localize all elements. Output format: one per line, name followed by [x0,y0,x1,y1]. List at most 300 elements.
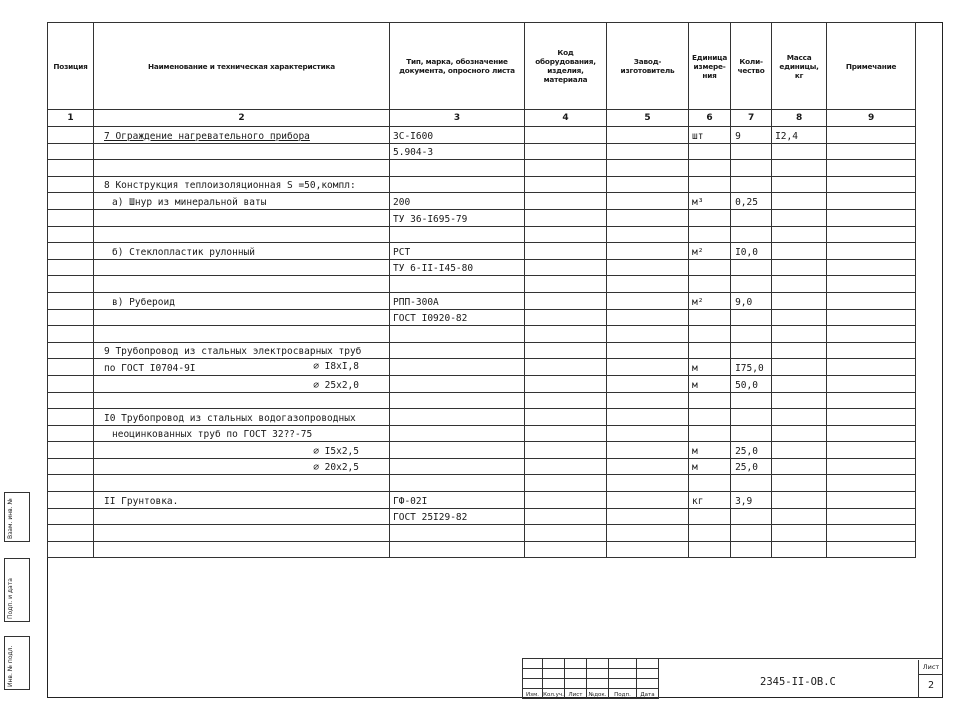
cell-qty: 9,0 [731,292,772,309]
cell-maker [607,475,689,492]
cell-qty: 9 [731,127,772,144]
cell-type [390,342,525,359]
cell-type [390,392,525,409]
side-cell [4,492,30,542]
cell-name: неоцинкованных труб по ГОСТ 32??-75 [94,425,390,442]
side-label-inventory: Инв. № подл. [7,645,14,687]
cell-name: I0 Трубопровод из стальных водогазопроводных [94,409,390,426]
table-row [48,425,916,442]
cell-code [525,326,607,343]
cell-unit [689,425,731,442]
cell-code [525,193,607,210]
cell-note [827,176,916,193]
cell-unit [689,209,731,226]
col-num: 6 [689,110,731,127]
table-row [48,458,916,475]
cell-unit [689,226,731,243]
cell-qty [731,276,772,293]
cell-mass [772,458,827,475]
cell-maker [607,541,689,558]
table-row [48,375,916,392]
cell-qty [731,392,772,409]
cell-note [827,541,916,558]
cell-mass [772,425,827,442]
table-row [48,243,916,260]
cell-unit [689,143,731,160]
cell-maker [607,309,689,326]
cell-name [94,392,390,409]
cell-note [827,342,916,359]
cell-pos [48,259,94,276]
cell-mass [772,492,827,509]
cell-name [94,541,390,558]
cell-name: ⌀ 25x2,0 [94,375,390,392]
cell-type [390,375,525,392]
side-label-replacement: Взам. инв. № [7,498,14,539]
cell-qty: 25,0 [731,442,772,459]
cell-maker [607,458,689,475]
cell-maker [607,442,689,459]
row-diameter: ⌀ I8xI,8 [313,360,359,372]
cell-pos [48,176,94,193]
cell-code [525,425,607,442]
cell-type: ТУ 36-I695-79 [390,209,525,226]
cell-qty: 50,0 [731,375,772,392]
cell-unit: м³ [689,193,731,210]
cell-note [827,392,916,409]
cell-note [827,259,916,276]
title-block-revisions [522,658,659,699]
table-row [48,541,916,558]
cell-maker [607,359,689,376]
cell-qty: I75,0 [731,359,772,376]
cell-mass [772,409,827,426]
cell-name [94,209,390,226]
cell-unit [689,475,731,492]
table-row [48,442,916,459]
cell-type: РПП-300А [390,292,525,309]
cell-unit [689,508,731,525]
sheet-number-box [918,660,943,698]
cell-code [525,209,607,226]
cell-pos [48,309,94,326]
cell-maker [607,259,689,276]
cell-type [390,176,525,193]
cell-code [525,525,607,542]
cell-note [827,143,916,160]
cell-pos [48,525,94,542]
stamp-label: Дата [637,689,659,699]
table-row [48,259,916,276]
cell-maker [607,160,689,177]
cell-unit: м² [689,292,731,309]
document-number: 2345-II-ОВ.С [760,676,836,688]
col-num: 7 [731,110,772,127]
table-row [48,359,916,376]
cell-name [94,326,390,343]
cell-type [390,475,525,492]
cell-maker [607,292,689,309]
table-row [48,475,916,492]
cell-name [94,276,390,293]
cell-pos [48,127,94,144]
col-num: 8 [772,110,827,127]
row-name: по ГОСТ I0704-9I [104,362,196,374]
header-unit: Единица измере-ния [689,23,731,110]
cell-code [525,143,607,160]
cell-pos [48,276,94,293]
header-quantity: Коли-чество [731,23,772,110]
cell-code [525,409,607,426]
sheet-number: 2 [927,680,935,691]
cell-qty [731,143,772,160]
cell-pos [48,409,94,426]
cell-maker [607,525,689,542]
cell-name: II Грунтовка. [94,492,390,509]
table-row [48,525,916,542]
col-num: 3 [390,110,525,127]
cell-name: ⌀ 20x2,5 [94,458,390,475]
cell-qty: 25,0 [731,458,772,475]
stamp-label: Подп. [609,689,637,699]
cell-pos [48,193,94,210]
cell-type: ТУ 6-II-I45-80 [390,259,525,276]
cell-qty [731,326,772,343]
table-row [48,409,916,426]
cell-type [390,160,525,177]
header-manufacturer: Завод-изготовитель [607,23,689,110]
header-code: Код оборудования, изделия, материала [525,23,607,110]
cell-qty [731,425,772,442]
cell-mass [772,209,827,226]
cell-maker [607,226,689,243]
cell-note [827,292,916,309]
cell-unit [689,409,731,426]
cell-name [94,359,390,376]
cell-code [525,508,607,525]
cell-maker [607,492,689,509]
cell-qty [731,209,772,226]
cell-note [827,226,916,243]
cell-qty [731,409,772,426]
header-mass: Масса единицы, кг [772,23,827,110]
cell-qty [731,342,772,359]
cell-pos [48,243,94,260]
cell-qty [731,525,772,542]
cell-maker [607,243,689,260]
cell-type [390,326,525,343]
cell-code [525,492,607,509]
col-num: 5 [607,110,689,127]
cell-type [390,359,525,376]
cell-name: б) Стеклопластик рулонный [94,243,390,260]
cell-pos [48,442,94,459]
cell-type: 200 [390,193,525,210]
cell-name [94,160,390,177]
cell-mass [772,309,827,326]
cell-qty [731,176,772,193]
cell-unit [689,176,731,193]
cell-qty: 0,25 [731,193,772,210]
side-cell [4,636,30,690]
cell-mass [772,326,827,343]
cell-pos [48,209,94,226]
cell-unit: кг [689,492,731,509]
cell-note [827,243,916,260]
cell-name [94,259,390,276]
cell-unit [689,525,731,542]
cell-mass: I2,4 [772,127,827,144]
side-cell [4,558,30,622]
cell-code [525,127,607,144]
table-row [48,392,916,409]
cell-qty [731,259,772,276]
cell-qty [731,309,772,326]
cell-note [827,375,916,392]
cell-pos [48,359,94,376]
cell-code [525,359,607,376]
cell-code [525,176,607,193]
cell-note [827,409,916,426]
cell-mass [772,359,827,376]
cell-note [827,508,916,525]
header-note: Примечание [827,23,916,110]
cell-mass [772,276,827,293]
cell-note [827,309,916,326]
table-row [48,342,916,359]
cell-qty [731,475,772,492]
cell-mass [772,259,827,276]
cell-name: а) Шнур из минеральной ваты [94,193,390,210]
cell-code [525,226,607,243]
table-row [48,193,916,210]
header-name: Наименование и техническая характеристика [94,23,390,110]
cell-unit: м [689,359,731,376]
stamp-label: Кол.уч. [543,689,565,699]
table-row [48,492,916,509]
table-row [48,292,916,309]
cell-type [390,226,525,243]
cell-qty [731,226,772,243]
cell-code [525,276,607,293]
cell-type: 5.904-3 [390,143,525,160]
header-row [48,23,916,110]
cell-mass [772,176,827,193]
cell-name: 9 Трубопровод из стальных электросварных труб [94,342,390,359]
cell-type [390,525,525,542]
cell-pos [48,143,94,160]
cell-code [525,392,607,409]
cell-name [94,143,390,160]
cell-type [390,442,525,459]
cell-unit [689,326,731,343]
cell-note [827,492,916,509]
cell-maker [607,209,689,226]
cell-type [390,458,525,475]
cell-pos [48,326,94,343]
cell-code [525,458,607,475]
cell-qty [731,160,772,177]
cell-pos [48,342,94,359]
cell-maker [607,176,689,193]
cell-mass [772,541,827,558]
cell-name: 8 Конструкция теплоизоляционная S =50,компл: [94,176,390,193]
cell-note [827,127,916,144]
side-stamp [4,492,30,690]
cell-maker [607,342,689,359]
stamp-label: Лист [565,689,587,699]
cell-unit [689,259,731,276]
cell-qty [731,541,772,558]
cell-pos [48,425,94,442]
cell-maker [607,425,689,442]
cell-unit: м [689,442,731,459]
cell-unit [689,392,731,409]
cell-mass [772,226,827,243]
cell-code [525,292,607,309]
cell-pos [48,508,94,525]
cell-note [827,209,916,226]
stamp-label: Изм. [523,689,543,699]
table-row [48,276,916,293]
col-num: 9 [827,110,916,127]
cell-unit [689,160,731,177]
cell-pos [48,475,94,492]
cell-type [390,276,525,293]
cell-code [525,243,607,260]
cell-note [827,276,916,293]
table-row [48,226,916,243]
table-row [48,176,916,193]
cell-unit [689,309,731,326]
cell-maker [607,193,689,210]
table-row [48,326,916,343]
cell-mass [772,143,827,160]
cell-code [525,342,607,359]
cell-mass [772,342,827,359]
cell-type [390,425,525,442]
cell-maker [607,409,689,426]
cell-name [94,226,390,243]
col-num: 1 [48,110,94,127]
table-row [48,160,916,177]
cell-note [827,525,916,542]
cell-code [525,442,607,459]
cell-maker [607,276,689,293]
cell-qty: 3,9 [731,492,772,509]
cell-mass [772,442,827,459]
cell-code [525,160,607,177]
cell-type: РСТ [390,243,525,260]
column-number-row [48,110,916,127]
cell-qty: I0,0 [731,243,772,260]
table-row [48,508,916,525]
cell-name [94,508,390,525]
cell-code [525,541,607,558]
cell-unit: м² [689,243,731,260]
cell-name: 7 Ограждение нагревательного прибора [94,127,390,144]
cell-maker [607,392,689,409]
cell-note [827,359,916,376]
cell-unit [689,342,731,359]
cell-qty [731,508,772,525]
cell-mass [772,375,827,392]
cell-maker [607,127,689,144]
cell-type: ГОСТ 25I29-82 [390,508,525,525]
cell-code [525,475,607,492]
cell-code [525,375,607,392]
cell-unit [689,541,731,558]
cell-type [390,541,525,558]
side-label-signature: Подп. и дата [7,578,14,619]
cell-mass [772,292,827,309]
cell-mass [772,508,827,525]
header-type: Тип, марка, обозначение документа, опросного листа [390,23,525,110]
cell-unit: шт [689,127,731,144]
sheet-label: Лист [919,660,943,675]
cell-mass [772,160,827,177]
cell-pos [48,292,94,309]
cell-name [94,309,390,326]
table-row [48,309,916,326]
table-row [48,209,916,226]
cell-name: ⌀ I5x2,5 [94,442,390,459]
col-num: 4 [525,110,607,127]
cell-pos [48,375,94,392]
specification-table [47,22,916,558]
cell-unit: м [689,458,731,475]
cell-note [827,442,916,459]
cell-note [827,193,916,210]
col-num: 2 [94,110,390,127]
cell-maker [607,326,689,343]
cell-pos [48,226,94,243]
cell-pos [48,392,94,409]
cell-type [390,409,525,426]
cell-note [827,458,916,475]
cell-maker [607,375,689,392]
cell-unit [689,276,731,293]
cell-pos [48,541,94,558]
cell-mass [772,392,827,409]
table-row [48,127,916,144]
cell-note [827,425,916,442]
cell-pos [48,458,94,475]
cell-mass [772,193,827,210]
cell-name [94,525,390,542]
cell-name [94,475,390,492]
cell-type: ГОСТ I0920-82 [390,309,525,326]
cell-type: ЗС-I600 [390,127,525,144]
cell-mass [772,525,827,542]
cell-code [525,309,607,326]
cell-code [525,259,607,276]
cell-unit: м [689,375,731,392]
cell-type: ГФ-02I [390,492,525,509]
table-row [48,143,916,160]
cell-note [827,475,916,492]
header-position: Позиция [48,23,94,110]
cell-pos [48,492,94,509]
cell-note [827,160,916,177]
cell-name: в) Рубероид [94,292,390,309]
cell-mass [772,243,827,260]
cell-note [827,326,916,343]
cell-pos [48,160,94,177]
cell-mass [772,475,827,492]
cell-maker [607,143,689,160]
cell-maker [607,508,689,525]
